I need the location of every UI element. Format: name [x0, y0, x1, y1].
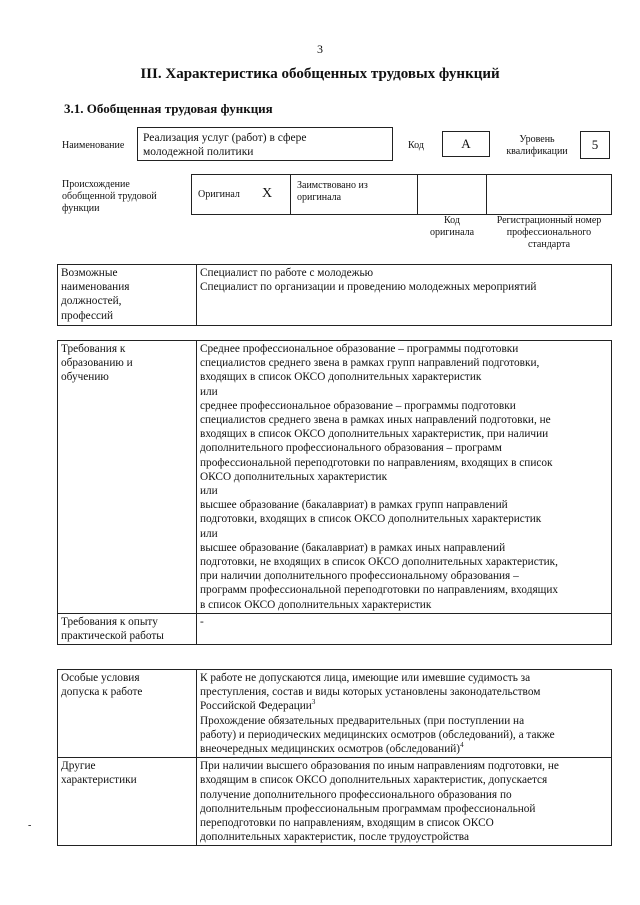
- special-line: К работе не допускаются лица, имеющие или имевшие судимость за: [200, 672, 531, 684]
- education-label-line-3: обучению: [61, 371, 109, 384]
- footnote-3: 3: [311, 698, 316, 707]
- function-name-line-1: Реализация услуг (работ) в сфере: [143, 132, 307, 144]
- special-line: работу) и периодических медицинских осмотров (обследований), а также: [200, 728, 555, 741]
- other-label-line-2: характеристики: [61, 774, 137, 787]
- education-line: или: [200, 385, 218, 398]
- code-label: Код: [408, 140, 424, 151]
- positions-label-line-4: профессий: [61, 309, 114, 322]
- education-line: Среднее профессиональное образование – программы подготовки: [200, 343, 519, 355]
- education-line: при наличии дополнительного профессиональному образования –: [200, 570, 519, 583]
- positions-value-cell: [197, 265, 612, 326]
- education-value-cell: [197, 341, 612, 614]
- education-line: или: [200, 485, 218, 498]
- origin-label: [62, 179, 157, 215]
- positions-label-line-1: Возможные: [61, 267, 118, 279]
- special-line: преступления, состав и виды которых установлены законодательством: [200, 686, 541, 699]
- borrowed-cell: [290, 174, 418, 215]
- education-label-cell: [58, 341, 197, 614]
- origin-label-line-2: обобщенной трудовой: [62, 191, 157, 202]
- education-line: дополнительного профессионального образования – программ: [200, 442, 502, 455]
- education-line: высшее образование (бакалавриат) в рамках групп направлений: [200, 499, 508, 512]
- experience-label-line-2: практической работы: [61, 630, 164, 643]
- page-number: 3: [317, 42, 323, 56]
- function-name-box: [137, 127, 393, 161]
- registration-number-cell: [486, 174, 612, 215]
- education-line: ОКСО дополнительных характеристик: [200, 470, 388, 483]
- education-line: входящих в список ОКСО дополнительных характеристик: [200, 371, 482, 384]
- origin-code-caption-line-2: оригинала: [429, 227, 475, 238]
- registration-caption-line-3: стандарта: [527, 239, 571, 250]
- education-line: подготовки, входящих в список ОКСО дополнительных характеристик: [200, 513, 542, 526]
- other-line: получение дополнительного профессионального образования по: [200, 788, 512, 801]
- other-line: дополнительных характеристик, после трудоустройства: [200, 831, 469, 844]
- registration-caption: [486, 215, 612, 251]
- level-value: 5: [580, 131, 610, 159]
- education-label-line-2: образованию и: [61, 357, 133, 370]
- level-label-line-2: квалификации: [506, 146, 568, 157]
- function-name-line-2: молодежной политики: [143, 146, 254, 158]
- positions-label-line-2: наименования: [61, 281, 130, 294]
- origin-label-line-1: Происхождение: [62, 179, 130, 190]
- education-line: высшее образование (бакалавриат) в рамках иных направлений: [200, 541, 506, 554]
- original-cell: [191, 174, 291, 215]
- position-item: Специалист по организации и проведению молодежных мероприятий: [200, 281, 537, 294]
- special-label-cell: [58, 670, 197, 758]
- origin-code-caption: [417, 215, 487, 239]
- positions-label-line-3: должностей,: [61, 295, 122, 308]
- level-label: [500, 134, 574, 158]
- original-label: Оригинал: [198, 189, 240, 200]
- original-mark: X: [262, 186, 273, 201]
- subsection-title: 3.1. Обобщенная трудовая функция: [64, 101, 273, 116]
- level-label-line-1: Уровень: [519, 134, 555, 145]
- other-label-line-1: Другие: [61, 760, 96, 773]
- education-table: [57, 340, 612, 645]
- education-line: в список ОКСО дополнительных характеристик: [200, 598, 432, 611]
- education-line: специалистов среднего звена в рамках групп направлений подготовки,: [200, 357, 540, 370]
- experience-label-cell: [58, 613, 197, 644]
- education-line: среднее профессиональное образование – программы подготовки: [200, 399, 516, 412]
- experience-value-cell: -: [197, 613, 612, 644]
- position-item: Специалист по работе с молодежью: [200, 267, 374, 279]
- section-title: III. Характеристика обобщенных трудовых функций: [140, 66, 500, 82]
- special-line: Прохождение обязательных предварительных (при поступлении на: [200, 714, 525, 727]
- origin-label-line-3: функции: [62, 203, 100, 214]
- footnote-4: 4: [460, 741, 464, 750]
- education-line: или: [200, 527, 218, 540]
- origin-code-cell: [417, 174, 487, 215]
- special-line: [200, 699, 608, 713]
- other-line: дополнительным профессиональным программам профессиональной: [200, 802, 536, 815]
- experience-label-line-1: Требования к опыту: [61, 615, 158, 628]
- special-label-line-1: Особые условия: [61, 672, 140, 684]
- other-line: входящим в список ОКСО дополнительных характеристик, допускается: [200, 774, 548, 787]
- special-line: [200, 742, 608, 756]
- other-line: При наличии высшего образования по иным направлениям подготовки, не: [200, 760, 559, 773]
- special-label-line-2: допуска к работе: [61, 686, 143, 699]
- registration-caption-line-2: профессионального: [506, 227, 592, 238]
- other-label-cell: [58, 758, 197, 846]
- borrowed-label-line-2: оригинала: [297, 192, 342, 203]
- registration-caption-line-1: Регистрационный номер: [496, 215, 602, 226]
- special-value-cell: [197, 670, 612, 758]
- positions-label-cell: [58, 265, 197, 326]
- borrowed-label-line-1: Заимствовано из: [297, 180, 368, 191]
- origin-code-caption-line-1: Код: [444, 215, 460, 226]
- other-line: переподготовки по направлениям, входящим в список ОКСО: [200, 817, 494, 830]
- special-line-text: Российской Федерации: [200, 700, 312, 713]
- education-line: подготовки, не входящих в список ОКСО дополнительных характеристик,: [200, 556, 558, 569]
- education-line: профессиональной переподготовки по направлениям, входящих в список: [200, 456, 553, 469]
- other-value-cell: [197, 758, 612, 846]
- code-value: A: [442, 131, 490, 157]
- education-line: входящих в список ОКСО дополнительных характеристик, при наличии: [200, 428, 549, 441]
- education-label-line-1: Требования к: [61, 343, 126, 355]
- special-line-text: внеочередных медицинских осмотров (обследований): [200, 743, 461, 756]
- name-label: Наименование: [62, 140, 125, 151]
- margin-mark: -: [28, 820, 32, 831]
- education-line: программ профессиональной переподготовки по направлениям, входящих: [200, 584, 559, 597]
- positions-table: [57, 264, 612, 326]
- conditions-table: [57, 669, 612, 846]
- education-line: специалистов среднего звена в рамках иных направлений подготовки, не: [200, 414, 551, 427]
